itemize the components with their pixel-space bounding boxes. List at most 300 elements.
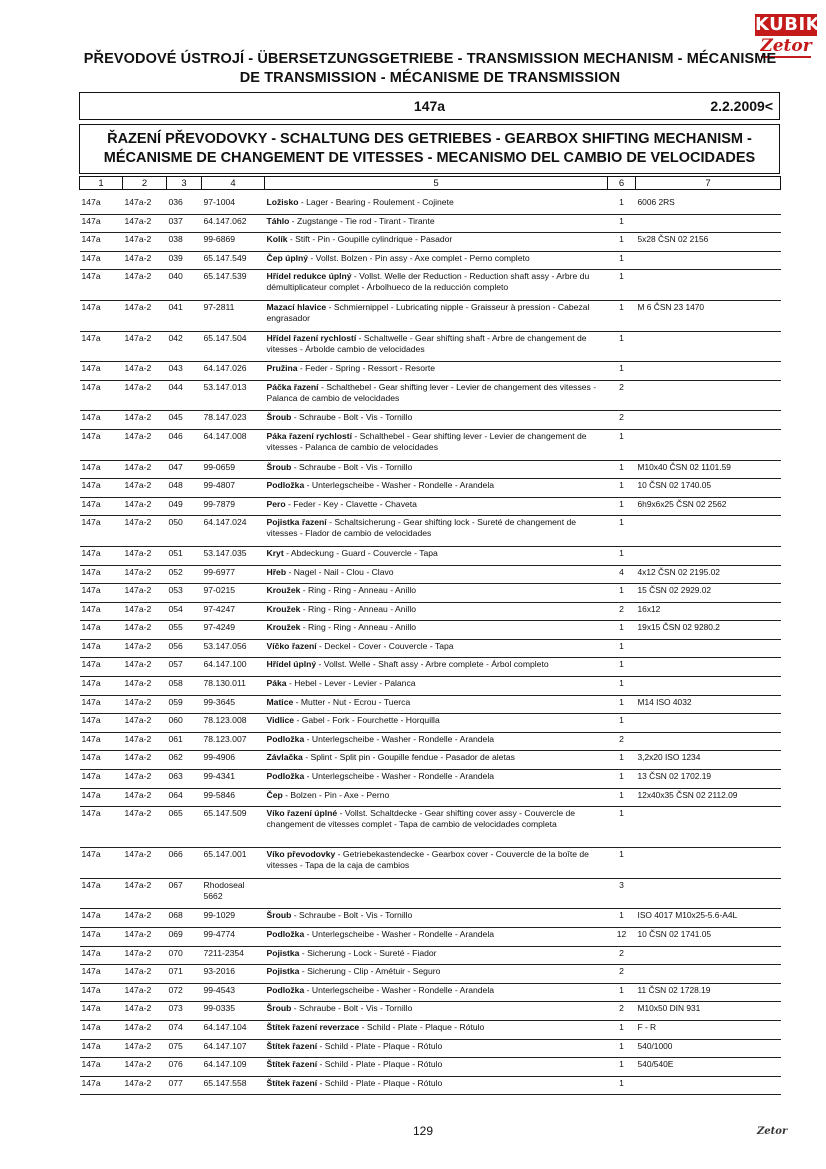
part-name: Hřeb bbox=[266, 566, 287, 577]
note-cell: M 6 ČSN 23 1470 bbox=[636, 300, 781, 331]
model-header-box bbox=[79, 92, 780, 120]
model-cell: 147a bbox=[80, 602, 123, 621]
table-row bbox=[80, 1020, 781, 1039]
table-row bbox=[80, 751, 781, 770]
table-row bbox=[80, 732, 781, 751]
part-number-cell: 65.147.539 bbox=[202, 270, 265, 301]
position-cell: 040 bbox=[167, 270, 202, 301]
position-cell: 059 bbox=[167, 695, 202, 714]
part-number-cell: Rhodoseal 5662 bbox=[202, 878, 265, 909]
part-number-cell: 99-4807 bbox=[202, 479, 265, 498]
position-cell: 044 bbox=[167, 380, 202, 411]
table-row bbox=[80, 233, 781, 252]
part-translations: - Unterlegscheibe - Washer - Rondelle - Arandela bbox=[304, 733, 495, 744]
part-translations: - Schaltsicherung - Gear shifting lock - Sureté de changement de vitesses - Flador de cambio de velocidades bbox=[266, 517, 577, 539]
description-cell bbox=[265, 658, 608, 677]
page-number: 129 bbox=[412, 1124, 434, 1138]
note-cell: 10 ČSN 02 1740.05 bbox=[636, 479, 781, 498]
note-cell bbox=[636, 429, 781, 460]
column-header: 2 bbox=[123, 177, 167, 190]
note-cell bbox=[636, 251, 781, 270]
table-row bbox=[80, 621, 781, 640]
table-row bbox=[80, 928, 781, 947]
note-cell: 15 ČSN 02 2929.02 bbox=[636, 584, 781, 603]
group-cell: 147a-2 bbox=[123, 546, 167, 565]
group-cell: 147a-2 bbox=[123, 770, 167, 789]
description-cell bbox=[265, 946, 608, 965]
part-number-cell: 64.147.062 bbox=[202, 214, 265, 233]
group-cell: 147a-2 bbox=[123, 1020, 167, 1039]
part-name: Víčko řazení bbox=[266, 640, 317, 651]
model-cell: 147a bbox=[80, 546, 123, 565]
table-row bbox=[80, 695, 781, 714]
description-cell bbox=[265, 909, 608, 928]
column-header: 7 bbox=[636, 177, 781, 190]
quantity-cell: 2 bbox=[608, 732, 636, 751]
quantity-cell: 1 bbox=[608, 331, 636, 362]
position-cell: 057 bbox=[167, 658, 202, 677]
quantity-cell: 1 bbox=[608, 658, 636, 677]
note-cell bbox=[636, 714, 781, 733]
part-translations: - Schraube - Bolt - Vis - Tornillo bbox=[291, 461, 413, 472]
group-cell: 147a-2 bbox=[123, 1002, 167, 1021]
group-cell: 147a-2 bbox=[123, 1058, 167, 1077]
position-cell: 066 bbox=[167, 848, 202, 879]
part-translations: - Schraube - Bolt - Vis - Tornillo bbox=[291, 910, 413, 921]
part-number-cell: 99-6977 bbox=[202, 565, 265, 584]
quantity-cell: 1 bbox=[608, 909, 636, 928]
quantity-cell: 1 bbox=[608, 214, 636, 233]
description-cell bbox=[265, 788, 608, 807]
description-cell bbox=[265, 714, 608, 733]
part-number-cell: 64.147.104 bbox=[202, 1020, 265, 1039]
description-cell bbox=[265, 380, 608, 411]
model-cell: 147a bbox=[80, 380, 123, 411]
group-cell: 147a-2 bbox=[123, 584, 167, 603]
group-cell: 147a-2 bbox=[123, 300, 167, 331]
position-cell: 046 bbox=[167, 429, 202, 460]
part-number-cell: 99-4774 bbox=[202, 928, 265, 947]
part-name: Ložisko bbox=[266, 197, 299, 207]
group-cell: 147a-2 bbox=[123, 788, 167, 807]
part-name: Podložka bbox=[266, 929, 305, 939]
part-number-cell: 99-0335 bbox=[202, 1002, 265, 1021]
note-cell bbox=[636, 965, 781, 984]
part-number-cell: 97-4247 bbox=[202, 602, 265, 621]
group-cell: 147a-2 bbox=[123, 714, 167, 733]
kubik-logo-text: KUBIK bbox=[755, 14, 821, 35]
part-name: Páka řazení rychlostí bbox=[266, 430, 353, 441]
part-name: Vidlice bbox=[266, 715, 295, 726]
model-cell: 147a bbox=[80, 565, 123, 584]
note-cell: 3,2x20 ISO 1234 bbox=[636, 751, 781, 770]
description-cell bbox=[265, 807, 608, 848]
description-cell bbox=[265, 411, 608, 430]
part-translations: - Schild - Plate - Plaque - Rótulo bbox=[317, 1077, 443, 1088]
table-row bbox=[80, 1002, 781, 1021]
model-cell: 147a bbox=[80, 497, 123, 516]
part-number-cell: 65.147.549 bbox=[202, 251, 265, 270]
model-cell: 147a bbox=[80, 584, 123, 603]
model-cell: 147a bbox=[80, 300, 123, 331]
table-row bbox=[80, 983, 781, 1002]
position-cell: 051 bbox=[167, 546, 202, 565]
column-header: 3 bbox=[167, 177, 202, 190]
table-row bbox=[80, 807, 781, 848]
quantity-cell: 1 bbox=[608, 621, 636, 640]
table-row bbox=[80, 639, 781, 658]
note-cell bbox=[636, 270, 781, 301]
part-number-cell: 99-4906 bbox=[202, 751, 265, 770]
part-translations: - Sicherung - Clip - Amétuir - Seguro bbox=[299, 966, 441, 977]
part-number-cell: 65.147.558 bbox=[202, 1076, 265, 1095]
note-cell: 13 ČSN 02 1702.19 bbox=[636, 770, 781, 789]
group-cell: 147a-2 bbox=[123, 751, 167, 770]
group-cell: 147a-2 bbox=[123, 233, 167, 252]
description-cell bbox=[265, 751, 608, 770]
position-cell: 039 bbox=[167, 251, 202, 270]
part-name: Podložka bbox=[266, 733, 305, 744]
note-cell bbox=[636, 214, 781, 233]
column-header: 6 bbox=[608, 177, 636, 190]
group-cell: 147a-2 bbox=[123, 362, 167, 381]
part-name: Pojistka bbox=[266, 966, 300, 977]
part-translations: - Getriebekastendecke - Gearbox cover - Couvercle de la boîte de vitesses - Tapa de la caja de cambios bbox=[266, 849, 589, 871]
description-cell bbox=[265, 196, 608, 214]
description-cell bbox=[265, 770, 608, 789]
part-name: Páčka řazení bbox=[266, 381, 319, 392]
quantity-cell: 2 bbox=[608, 411, 636, 430]
column-header: 4 bbox=[202, 177, 265, 190]
part-translations: - Schaltwelle - Gear shifting shaft - Arbre de changement de vitesses - Árbolde cambio de velocidades bbox=[266, 332, 587, 354]
position-cell: 075 bbox=[167, 1039, 202, 1058]
group-cell: 147a-2 bbox=[123, 621, 167, 640]
part-translations: - Schild - Plate - Plaque - Rótulo bbox=[359, 1021, 485, 1032]
table-row bbox=[80, 602, 781, 621]
part-number-cell: 53.147.035 bbox=[202, 546, 265, 565]
position-cell: 070 bbox=[167, 946, 202, 965]
quantity-cell: 1 bbox=[608, 639, 636, 658]
table-row bbox=[80, 300, 781, 331]
quantity-cell: 1 bbox=[608, 1020, 636, 1039]
table-row bbox=[80, 946, 781, 965]
description-cell bbox=[265, 732, 608, 751]
part-number-cell: 53.147.056 bbox=[202, 639, 265, 658]
note-cell: 12x40x35 ČSN 02 2112.09 bbox=[636, 788, 781, 807]
part-number-cell: 64.147.026 bbox=[202, 362, 265, 381]
group-cell: 147a-2 bbox=[123, 928, 167, 947]
group-cell: 147a-2 bbox=[123, 460, 167, 479]
group-cell: 147a-2 bbox=[123, 380, 167, 411]
position-cell: 052 bbox=[167, 565, 202, 584]
quantity-cell: 2 bbox=[608, 946, 636, 965]
note-cell bbox=[636, 639, 781, 658]
table-row bbox=[80, 965, 781, 984]
note-cell bbox=[636, 331, 781, 362]
group-cell: 147a-2 bbox=[123, 732, 167, 751]
part-name: Pero bbox=[266, 498, 286, 509]
quantity-cell: 1 bbox=[608, 300, 636, 331]
model-cell: 147a bbox=[80, 909, 123, 928]
group-cell: 147a-2 bbox=[123, 411, 167, 430]
part-name: Pojistka řazení bbox=[266, 517, 327, 528]
description-cell bbox=[265, 1058, 608, 1077]
part-translations: - Unterlegscheibe - Washer - Rondelle - Arandela bbox=[304, 771, 495, 782]
part-translations: - Schmiernippel - Lubricating nipple - Graisseur à pression - Cabezal engrasador bbox=[266, 301, 590, 323]
footer-zetor-logo: Zetor bbox=[757, 1126, 788, 1137]
quantity-cell: 4 bbox=[608, 565, 636, 584]
position-cell: 067 bbox=[167, 878, 202, 909]
model-cell: 147a bbox=[80, 621, 123, 640]
group-cell: 147a-2 bbox=[123, 983, 167, 1002]
part-number-cell: 64.147.008 bbox=[202, 429, 265, 460]
part-translations: - Unterlegscheibe - Washer - Rondelle - Arandela bbox=[304, 984, 495, 995]
model-cell: 147a bbox=[80, 946, 123, 965]
model-cell: 147a bbox=[80, 233, 123, 252]
description-cell bbox=[265, 928, 608, 947]
model-cell: 147a bbox=[80, 362, 123, 381]
part-translations: - Unterlegscheibe - Washer - Rondelle - Arandela bbox=[304, 480, 495, 491]
quantity-cell: 1 bbox=[608, 1058, 636, 1077]
part-name: Podložka bbox=[266, 771, 305, 782]
part-name: Kroužek bbox=[266, 622, 301, 633]
group-cell: 147a-2 bbox=[123, 1039, 167, 1058]
description-cell bbox=[265, 270, 608, 301]
part-number-cell: 99-7879 bbox=[202, 497, 265, 516]
model-cell: 147a bbox=[80, 1058, 123, 1077]
group-cell: 147a-2 bbox=[123, 807, 167, 848]
table-row bbox=[80, 565, 781, 584]
position-cell: 076 bbox=[167, 1058, 202, 1077]
part-number-cell: 65.147.504 bbox=[202, 331, 265, 362]
model-cell: 147a bbox=[80, 928, 123, 947]
part-number-cell: 99-3645 bbox=[202, 695, 265, 714]
group-cell: 147a-2 bbox=[123, 479, 167, 498]
table-row bbox=[80, 848, 781, 879]
part-name: Kroužek bbox=[266, 585, 301, 596]
parts-table-header bbox=[80, 177, 781, 190]
position-cell: 069 bbox=[167, 928, 202, 947]
part-name: Táhlo bbox=[266, 215, 290, 226]
description-cell bbox=[265, 497, 608, 516]
quantity-cell: 1 bbox=[608, 497, 636, 516]
note-cell bbox=[636, 732, 781, 751]
description-cell bbox=[265, 1039, 608, 1058]
table-row bbox=[80, 516, 781, 547]
table-row bbox=[80, 714, 781, 733]
position-cell: 041 bbox=[167, 300, 202, 331]
group-cell: 147a-2 bbox=[123, 331, 167, 362]
zetor-logo-text: Zetor bbox=[760, 36, 812, 56]
group-cell: 147a-2 bbox=[123, 516, 167, 547]
note-cell: M10x40 ČSN 02 1101.59 bbox=[636, 460, 781, 479]
description-cell bbox=[265, 695, 608, 714]
quantity-cell: 1 bbox=[608, 677, 636, 696]
description-cell bbox=[265, 621, 608, 640]
position-cell: 068 bbox=[167, 909, 202, 928]
part-number-cell: 97-0215 bbox=[202, 584, 265, 603]
group-cell: 147a-2 bbox=[123, 878, 167, 909]
quantity-cell: 1 bbox=[608, 460, 636, 479]
part-translations: - Deckel - Cover - Couvercle - Tapa bbox=[316, 640, 454, 651]
part-name: Kolík bbox=[266, 234, 288, 245]
part-number-cell: 99-1029 bbox=[202, 909, 265, 928]
part-number-cell: 64.147.107 bbox=[202, 1039, 265, 1058]
position-cell: 049 bbox=[167, 497, 202, 516]
model-cell: 147a bbox=[80, 516, 123, 547]
group-cell: 147a-2 bbox=[123, 639, 167, 658]
quantity-cell: 2 bbox=[608, 1002, 636, 1021]
part-name: Šroub bbox=[266, 1003, 292, 1014]
position-cell: 047 bbox=[167, 460, 202, 479]
document-title: PŘEVODOVÉ ÚSTROJÍ - ÜBERSETZUNGSGETRIEBE - TRANSMISSION MECHANISM - MÉCANISME DE TRANSMISSION - MÉCANISME DE TRANSMISSION bbox=[83, 51, 777, 86]
part-number-cell: 64.147.109 bbox=[202, 1058, 265, 1077]
model-cell: 147a bbox=[80, 658, 123, 677]
note-cell: 19x15 ČSN 02 9280.2 bbox=[636, 621, 781, 640]
model-cell: 147a bbox=[80, 429, 123, 460]
position-cell: 053 bbox=[167, 584, 202, 603]
position-cell: 064 bbox=[167, 788, 202, 807]
description-cell bbox=[265, 965, 608, 984]
part-translations: - Vollst. Welle der Reduction - Reduction shaft assy - Arbre du démultiplicateur complet - Árbolhueco de la reducción completo bbox=[266, 271, 590, 293]
model-cell: 147a bbox=[80, 460, 123, 479]
note-cell: 6006 2RS bbox=[636, 196, 781, 214]
part-name: Čep úplný bbox=[266, 252, 309, 263]
part-translations: - Schraube - Bolt - Vis - Tornillo bbox=[291, 412, 413, 423]
table-row bbox=[80, 380, 781, 411]
note-cell: 5x28 ČSN 02 2156 bbox=[636, 233, 781, 252]
table-row bbox=[80, 479, 781, 498]
group-cell: 147a-2 bbox=[123, 677, 167, 696]
part-translations: - Schild - Plate - Plaque - Rótulo bbox=[317, 1059, 443, 1070]
position-cell: 061 bbox=[167, 732, 202, 751]
description-cell bbox=[265, 639, 608, 658]
table-row bbox=[80, 677, 781, 696]
quantity-cell: 1 bbox=[608, 251, 636, 270]
model-cell: 147a bbox=[80, 965, 123, 984]
model-cell: 147a bbox=[80, 807, 123, 848]
part-number-cell: 97-1004 bbox=[202, 196, 265, 214]
part-name: Matice bbox=[266, 696, 294, 707]
table-row bbox=[80, 1076, 781, 1095]
model-cell: 147a bbox=[80, 695, 123, 714]
position-cell: 036 bbox=[167, 196, 202, 214]
description-cell bbox=[265, 429, 608, 460]
quantity-cell: 1 bbox=[608, 584, 636, 603]
part-translations: - Mutter - Nut - Ecrou - Tuerca bbox=[293, 696, 411, 707]
part-name: Páka bbox=[266, 678, 287, 689]
part-number-cell: 64.147.024 bbox=[202, 516, 265, 547]
note-cell: 11 ČSN 02 1728.19 bbox=[636, 983, 781, 1002]
table-row bbox=[80, 878, 781, 909]
quantity-cell: 1 bbox=[608, 788, 636, 807]
table-row bbox=[80, 214, 781, 233]
part-translations: - Ring - Ring - Anneau - Anillo bbox=[300, 585, 417, 596]
description-cell bbox=[265, 362, 608, 381]
description-cell bbox=[265, 983, 608, 1002]
part-translations: - Schalthebel - Gear shifting lever - Levier de changement des vitesses - Palanca de cambio de velocidades bbox=[266, 381, 597, 403]
part-number-cell: 53.147.013 bbox=[202, 380, 265, 411]
position-cell: 037 bbox=[167, 214, 202, 233]
part-name: Štítek řazení bbox=[266, 1059, 318, 1070]
quantity-cell: 1 bbox=[608, 429, 636, 460]
group-cell: 147a-2 bbox=[123, 965, 167, 984]
table-row bbox=[80, 251, 781, 270]
quantity-cell: 1 bbox=[608, 196, 636, 214]
note-cell: M14 ISO 4032 bbox=[636, 695, 781, 714]
table-row bbox=[80, 331, 781, 362]
group-cell: 147a-2 bbox=[123, 251, 167, 270]
part-number-cell: 93-2016 bbox=[202, 965, 265, 984]
part-translations: - Nagel - Nail - Clou - Clavo bbox=[286, 566, 394, 577]
part-number-cell: 99-5846 bbox=[202, 788, 265, 807]
column-header: 1 bbox=[80, 177, 123, 190]
table-row bbox=[80, 658, 781, 677]
part-name: Podložka bbox=[266, 984, 305, 995]
part-translations: - Vollst. Schaltdecke - Gear shifting cover assy - Couvercle de changement de vitesses complet - Tapa de cambio de velocidades completa bbox=[266, 808, 576, 830]
description-cell bbox=[265, 460, 608, 479]
table-row bbox=[80, 270, 781, 301]
position-cell: 050 bbox=[167, 516, 202, 547]
part-translations: - Bolzen - Pin - Axe - Perno bbox=[282, 789, 390, 800]
note-cell: F - R bbox=[636, 1020, 781, 1039]
description-cell bbox=[265, 479, 608, 498]
part-name: Víko řazení úplné bbox=[266, 808, 338, 819]
model-cell: 147a bbox=[80, 479, 123, 498]
quantity-cell: 1 bbox=[608, 770, 636, 789]
model-cell: 147a bbox=[80, 639, 123, 658]
note-cell: 6h9x6x25 ČSN 02 2562 bbox=[636, 497, 781, 516]
note-cell: M10x50 DIN 931 bbox=[636, 1002, 781, 1021]
description-cell bbox=[265, 677, 608, 696]
part-translations: - Feder - Key - Clavette - Chaveta bbox=[285, 498, 417, 509]
note-cell: ISO 4017 M10x25-5.6-A4L bbox=[636, 909, 781, 928]
part-number-cell: 99-0659 bbox=[202, 460, 265, 479]
part-number-cell: 99-4341 bbox=[202, 770, 265, 789]
note-cell bbox=[636, 677, 781, 696]
part-name: Šroub bbox=[266, 910, 292, 921]
table-row bbox=[80, 411, 781, 430]
part-number-cell: 99-6869 bbox=[202, 233, 265, 252]
note-cell bbox=[636, 848, 781, 879]
note-cell bbox=[636, 411, 781, 430]
revision-date: 2.2.2009< bbox=[710, 98, 773, 114]
part-translations: - Feder - Spring - Ressort - Resorte bbox=[297, 363, 436, 374]
group-cell: 147a-2 bbox=[123, 429, 167, 460]
quantity-cell: 1 bbox=[608, 233, 636, 252]
part-number-cell: 78.123.008 bbox=[202, 714, 265, 733]
model-cell: 147a bbox=[80, 1020, 123, 1039]
description-cell bbox=[265, 300, 608, 331]
quantity-cell: 1 bbox=[608, 848, 636, 879]
position-cell: 063 bbox=[167, 770, 202, 789]
quantity-cell: 1 bbox=[608, 695, 636, 714]
section-title: ŘAZENÍ PŘEVODOVKY - SCHALTUNG DES GETRIEBES - GEARBOX SHIFTING MECHANISM - MÉCANISME DE CHANGEMENT DE VITESSES - MECANISMO DEL CAMBIO DE VELOCIDADES bbox=[79, 124, 780, 174]
position-cell: 062 bbox=[167, 751, 202, 770]
position-cell: 071 bbox=[167, 965, 202, 984]
part-name: Pojistka bbox=[266, 947, 300, 958]
position-cell: 072 bbox=[167, 983, 202, 1002]
part-name: Čep bbox=[266, 789, 283, 800]
parts-table bbox=[79, 176, 781, 1095]
part-translations: - Splint - Split pin - Goupille fendue - Pasador de aletas bbox=[302, 752, 515, 763]
note-cell bbox=[636, 878, 781, 909]
note-cell: 540/540E bbox=[636, 1058, 781, 1077]
part-translations: - Ring - Ring - Anneau - Anillo bbox=[300, 622, 417, 633]
model-cell: 147a bbox=[80, 714, 123, 733]
part-number-cell: 78.123.007 bbox=[202, 732, 265, 751]
part-name: Závlačka bbox=[266, 752, 303, 763]
